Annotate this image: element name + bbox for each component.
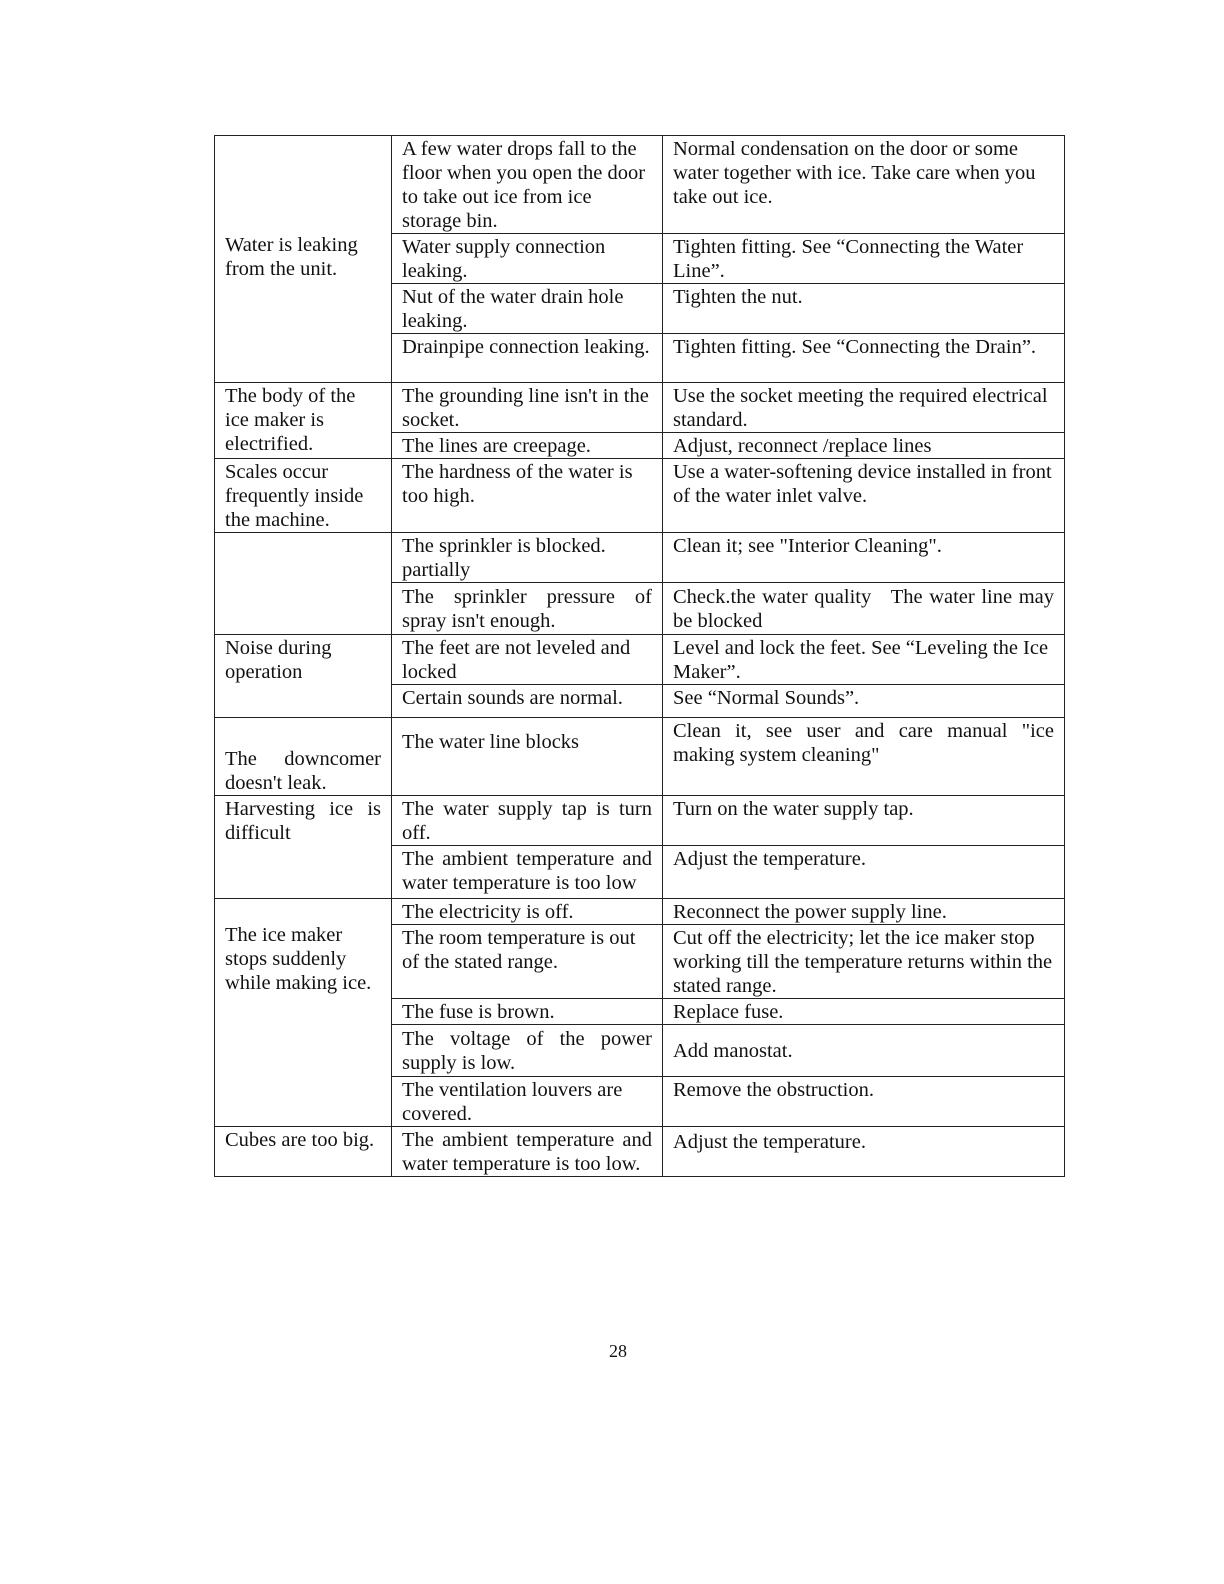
cause-cell: A few water drops fall to the floor when you open the door to take out ice from ice storage bin. [392,136,663,234]
problem-cell [215,383,392,459]
solution-cell: Reconnect the power supply line. [663,899,1065,925]
solution-cell: Clean it; see "Interior Cleaning". [663,533,1065,583]
cause-cell: The grounding line isn't in the socket. [392,383,663,433]
solution-cell: Normal condensation on the door or some water together with ice. Take care when you take out ice. [663,136,1065,234]
solution-cell: Check.the water quality The water line may be blocked [663,583,1065,635]
cause-cell: The ambient temperature and water temperature is too low. [392,1127,663,1177]
solution-cell: Use the socket meeting the required electrical standard. [663,383,1065,433]
table-row [215,383,1065,433]
cause-text: The ventilation louvers are covered. [402,1079,623,1125]
cause-text: The hardness of the water is too high. [402,461,633,507]
problem-text: The ice maker stops suddenly while making ice. [225,924,372,994]
cause-cell: The voltage of the power supply is low. [392,1025,663,1077]
troubleshooting-table [214,135,1065,1177]
problem-cell [215,136,392,383]
table-row [215,899,1065,925]
cause-cell: The water supply tap is turn off. [392,796,663,846]
problem-text: Scales occur frequently inside the machine. [225,461,364,531]
cause-cell [392,459,663,533]
solution-cell: Use a water-softening device installed in front of the water inlet valve. [663,459,1065,533]
solution-cell: Adjust the temperature. [663,846,1065,899]
solution-cell: Add manostat. [663,1025,1065,1077]
cause-cell: Drainpipe connection leaking. [392,334,663,383]
table-row [215,796,1065,846]
solution-cell: Cut off the electricity; let the ice maker stop working till the temperature returns within the stated range. [663,925,1065,999]
problem-cell [215,459,392,533]
problem-cell: Harvesting ice is difficult [215,796,392,899]
table-row [215,1127,1065,1177]
cause-cell [392,1077,663,1127]
cause-cell: Certain sounds are normal. [392,685,663,718]
table-row [215,635,1065,685]
solution-cell: Turn on the water supply tap. [663,796,1065,846]
solution-cell: Tighten fitting. See “Connecting the Water Line”. [663,234,1065,284]
problem-cell: Cubes are too big. [215,1127,392,1177]
table-row [215,136,1065,234]
problem-text: The body of the ice maker is electrified. [225,385,356,455]
cause-text: The sprinkler is blocked. partially [402,535,606,581]
table-row [215,718,1065,796]
cause-cell: The water line blocks [392,718,663,796]
table-row [215,459,1065,533]
cause-cell: Nut of the water drain hole leaking. [392,284,663,334]
solution-cell: Replace fuse. [663,999,1065,1025]
cause-cell: The room temperature is out of the stated range. [392,925,663,999]
cause-cell: The ambient temperature and water temperature is too low [392,846,663,899]
problem-text: Noise during operation [225,637,332,683]
problem-cell [215,899,392,1127]
problem-cell [215,533,392,635]
cause-cell: The fuse is brown. [392,999,663,1025]
table-row [215,533,1065,583]
problem-cell [215,635,392,718]
cause-cell: The electricity is off. [392,899,663,925]
problem-text: Water is leaking from the unit. [225,234,358,280]
solution-cell: Level and lock the feet. See “Leveling the Ice Maker”. [663,635,1065,685]
solution-cell: See “Normal Sounds”. [663,685,1065,718]
problem-cell: The downcomer doesn't leak. [215,718,392,796]
page-number: 28 [609,1341,627,1361]
solution-cell: Clean it, see user and care manual "ice making system cleaning" [663,718,1065,796]
cause-cell: Water supply connection leaking. [392,234,663,284]
cause-text: The feet are not leveled and locked [402,637,631,683]
cause-cell [392,533,663,583]
cause-cell: The sprinkler pressure of spray isn't enough. [392,583,663,635]
solution-cell: Tighten fitting. See “Connecting the Drain”. [663,334,1065,383]
solution-cell: Remove the obstruction. [663,1077,1065,1127]
cause-cell [392,635,663,685]
cause-cell: The lines are creepage. [392,433,663,459]
solution-cell: Adjust, reconnect /replace lines [663,433,1065,459]
solution-cell: Adjust the temperature. [663,1127,1065,1177]
solution-cell: Tighten the nut. [663,284,1065,334]
